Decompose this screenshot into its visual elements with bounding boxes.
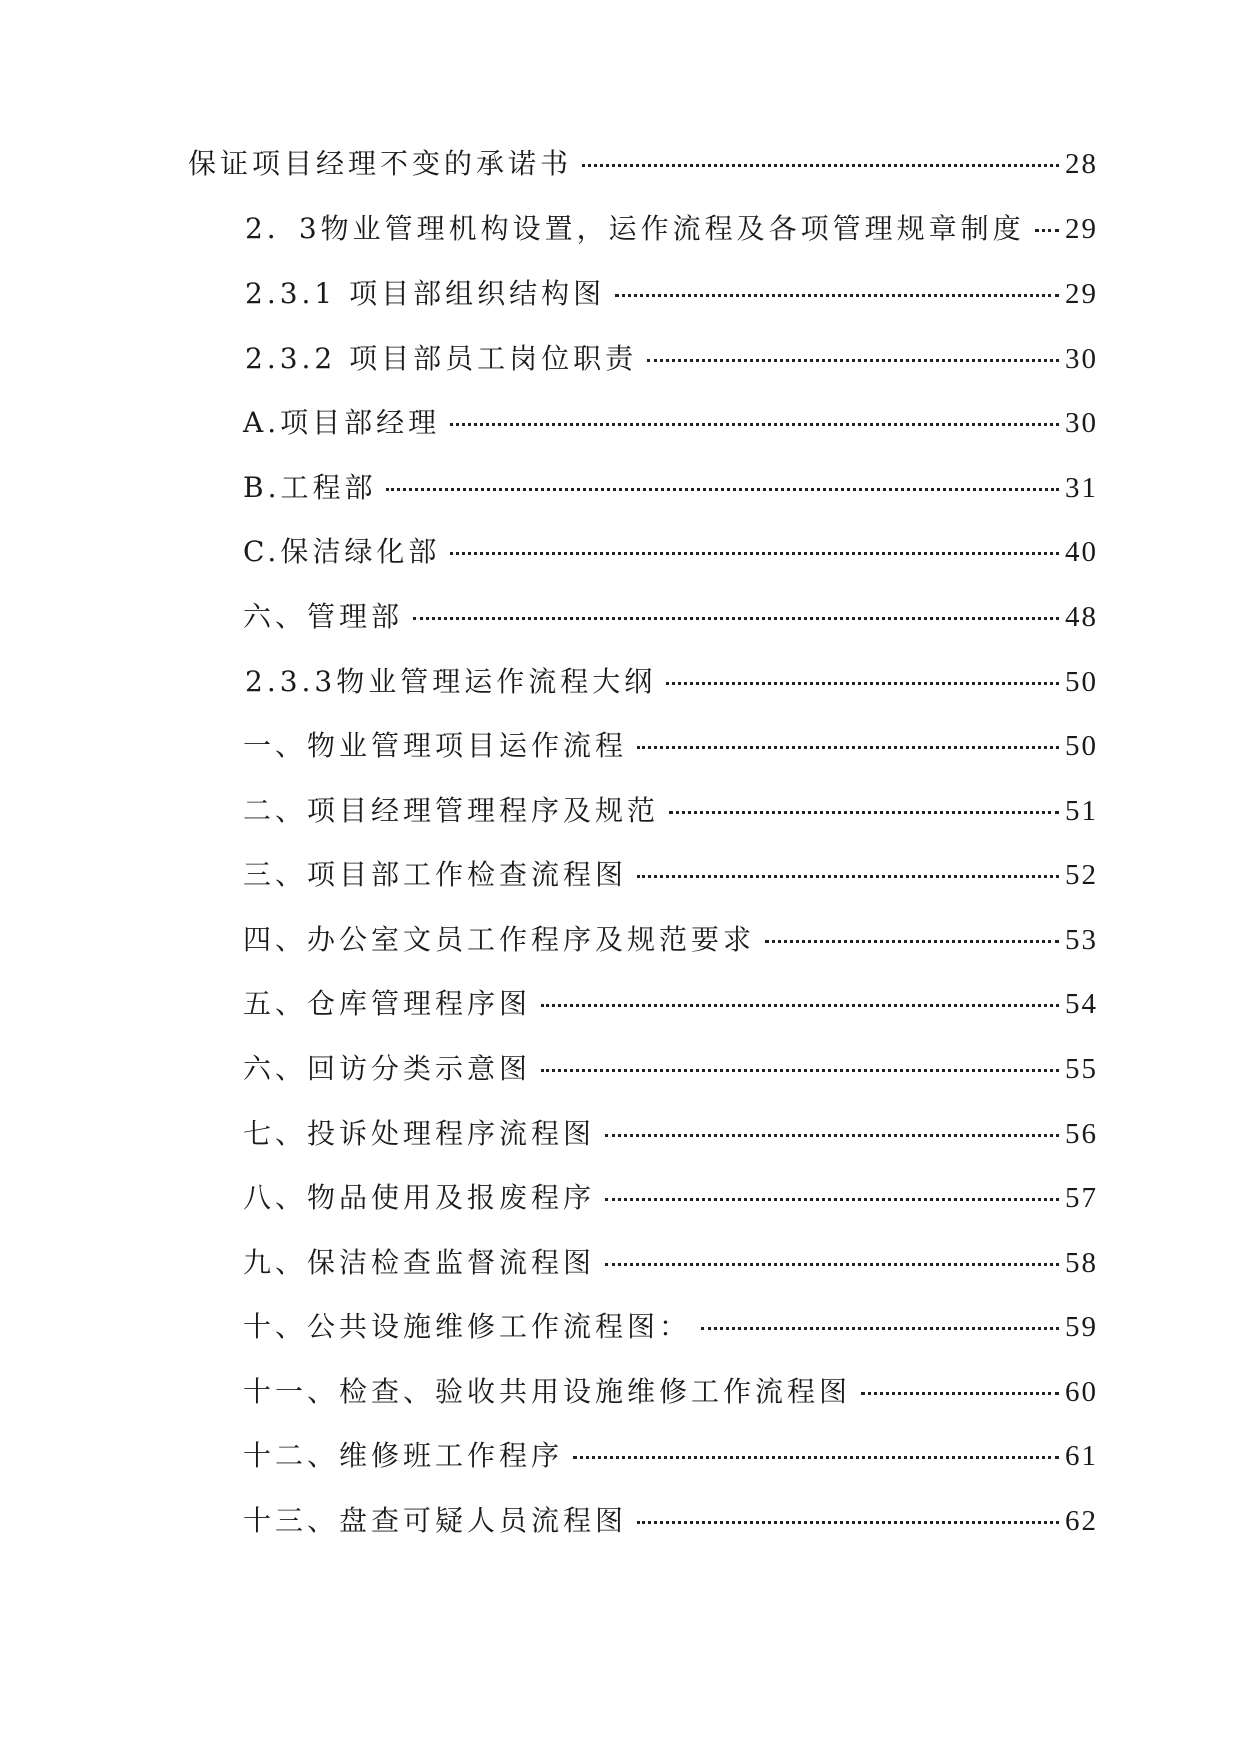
toc-entry[interactable] <box>243 401 1098 445</box>
toc-entry-label: 九、保洁检查监督流程图 <box>243 1246 596 1279</box>
dot-leader <box>615 294 1059 297</box>
toc-entry[interactable] <box>243 724 1098 768</box>
toc-entry[interactable] <box>245 272 1098 316</box>
toc-entry-page: 57 <box>1065 1182 1098 1214</box>
toc-entry-page: 30 <box>1065 407 1098 439</box>
toc-entry-page: 50 <box>1065 730 1098 762</box>
dot-leader <box>605 1134 1059 1137</box>
dot-leader <box>637 1521 1059 1524</box>
toc-entry[interactable] <box>243 853 1098 897</box>
dot-leader <box>765 940 1059 943</box>
toc-entry-label: 一、物业管理项目运作流程 <box>243 729 628 762</box>
toc-entry[interactable] <box>243 1176 1098 1220</box>
toc-entry[interactable] <box>243 1305 1098 1349</box>
toc-entry-page: 59 <box>1065 1311 1098 1343</box>
toc-entry-page: 29 <box>1065 278 1098 310</box>
toc-entry-label: A.项目部经理 <box>243 406 441 439</box>
dot-leader <box>541 1004 1059 1007</box>
toc-entry-label: 五、仓库管理程序图 <box>243 987 532 1020</box>
dot-leader <box>582 164 1059 167</box>
dot-leader <box>605 1198 1059 1201</box>
dot-leader <box>573 1456 1059 1459</box>
toc-entry[interactable] <box>243 595 1098 639</box>
toc-entry[interactable] <box>243 789 1098 833</box>
toc-entry-page: 62 <box>1065 1505 1098 1537</box>
dot-leader <box>637 746 1059 749</box>
toc-entry-label: 十三、盘查可疑人员流程图 <box>243 1504 628 1537</box>
toc-entry-page: 54 <box>1065 988 1098 1020</box>
toc-entry[interactable] <box>243 1370 1098 1414</box>
toc-entry-label: 六、管理部 <box>243 600 404 633</box>
toc-entry[interactable] <box>245 660 1098 704</box>
dot-leader <box>450 423 1059 426</box>
dot-leader <box>450 552 1059 555</box>
dot-leader <box>701 1327 1059 1330</box>
toc-entry-label: 十、公共设施维修工作流程图： <box>243 1310 692 1343</box>
toc-entry-page: 56 <box>1065 1118 1098 1150</box>
toc-entry[interactable] <box>243 1047 1098 1091</box>
toc-entry[interactable] <box>243 1434 1098 1478</box>
toc-entry-label: 十一、检查、验收共用设施维修工作流程图 <box>243 1375 852 1408</box>
toc-entry[interactable] <box>243 982 1098 1026</box>
dot-leader <box>605 1263 1059 1266</box>
toc-entry-label: 2.3.1 项目部组织结构图 <box>245 277 606 310</box>
toc-entry-label: 四、办公室文员工作程序及规范要求 <box>243 923 756 956</box>
toc-entry-page: 53 <box>1065 924 1098 956</box>
toc-entry-label: 二、项目经理管理程序及规范 <box>243 794 660 827</box>
toc-entry-page: 61 <box>1065 1440 1098 1472</box>
dot-leader <box>386 488 1059 491</box>
toc-entry-page: 28 <box>1065 148 1098 180</box>
toc-entry-label: B.工程部 <box>243 471 377 504</box>
toc-entry-label: 2.3.2 项目部员工岗位职责 <box>245 342 638 375</box>
toc-entry[interactable] <box>243 1241 1098 1285</box>
dot-leader <box>637 875 1059 878</box>
toc-entry[interactable] <box>243 1499 1098 1543</box>
toc-entry-label: 2．3物业管理机构设置，运作流程及各项管理规章制度 <box>245 212 1025 245</box>
toc-entry[interactable] <box>243 466 1098 510</box>
toc-entry-label: 2.3.3物业管理运作流程大纲 <box>245 665 657 698</box>
toc-entry-page: 52 <box>1065 859 1098 891</box>
toc-entry[interactable] <box>243 530 1098 574</box>
dot-leader <box>647 359 1059 362</box>
toc-entry-page: 60 <box>1065 1376 1098 1408</box>
toc-entry-label: 八、物品使用及报废程序 <box>243 1181 596 1214</box>
toc-entry[interactable] <box>188 142 1098 186</box>
toc-entry-label: 十二、维修班工作程序 <box>243 1439 564 1472</box>
dot-leader <box>669 811 1059 814</box>
toc-entry-page: 58 <box>1065 1247 1098 1279</box>
toc-entry[interactable] <box>245 337 1098 381</box>
toc-entry-label: 保证项目经理不变的承诺书 <box>188 147 573 180</box>
toc-entry-label: 七、投诉处理程序流程图 <box>243 1117 596 1150</box>
toc-entry[interactable] <box>243 1112 1098 1156</box>
toc-entry[interactable] <box>243 918 1098 962</box>
toc-entry-label: 六、回访分类示意图 <box>243 1052 532 1085</box>
dot-leader <box>1035 229 1059 232</box>
dot-leader <box>541 1069 1059 1072</box>
dot-leader <box>666 682 1059 685</box>
toc-entry-label: C.保洁绿化部 <box>243 535 441 568</box>
toc-entry[interactable] <box>245 207 1098 251</box>
toc-entry-page: 55 <box>1065 1053 1098 1085</box>
toc-entry-page: 31 <box>1065 472 1098 504</box>
toc-entry-page: 51 <box>1065 795 1098 827</box>
dot-leader <box>413 617 1059 620</box>
toc-entry-page: 50 <box>1065 666 1098 698</box>
toc-entry-page: 29 <box>1065 213 1098 245</box>
toc-entry-page: 40 <box>1065 536 1098 568</box>
toc-entry-page: 48 <box>1065 601 1098 633</box>
toc-entry-page: 30 <box>1065 343 1098 375</box>
dot-leader <box>861 1392 1059 1395</box>
toc-entry-label: 三、项目部工作检查流程图 <box>243 858 628 891</box>
